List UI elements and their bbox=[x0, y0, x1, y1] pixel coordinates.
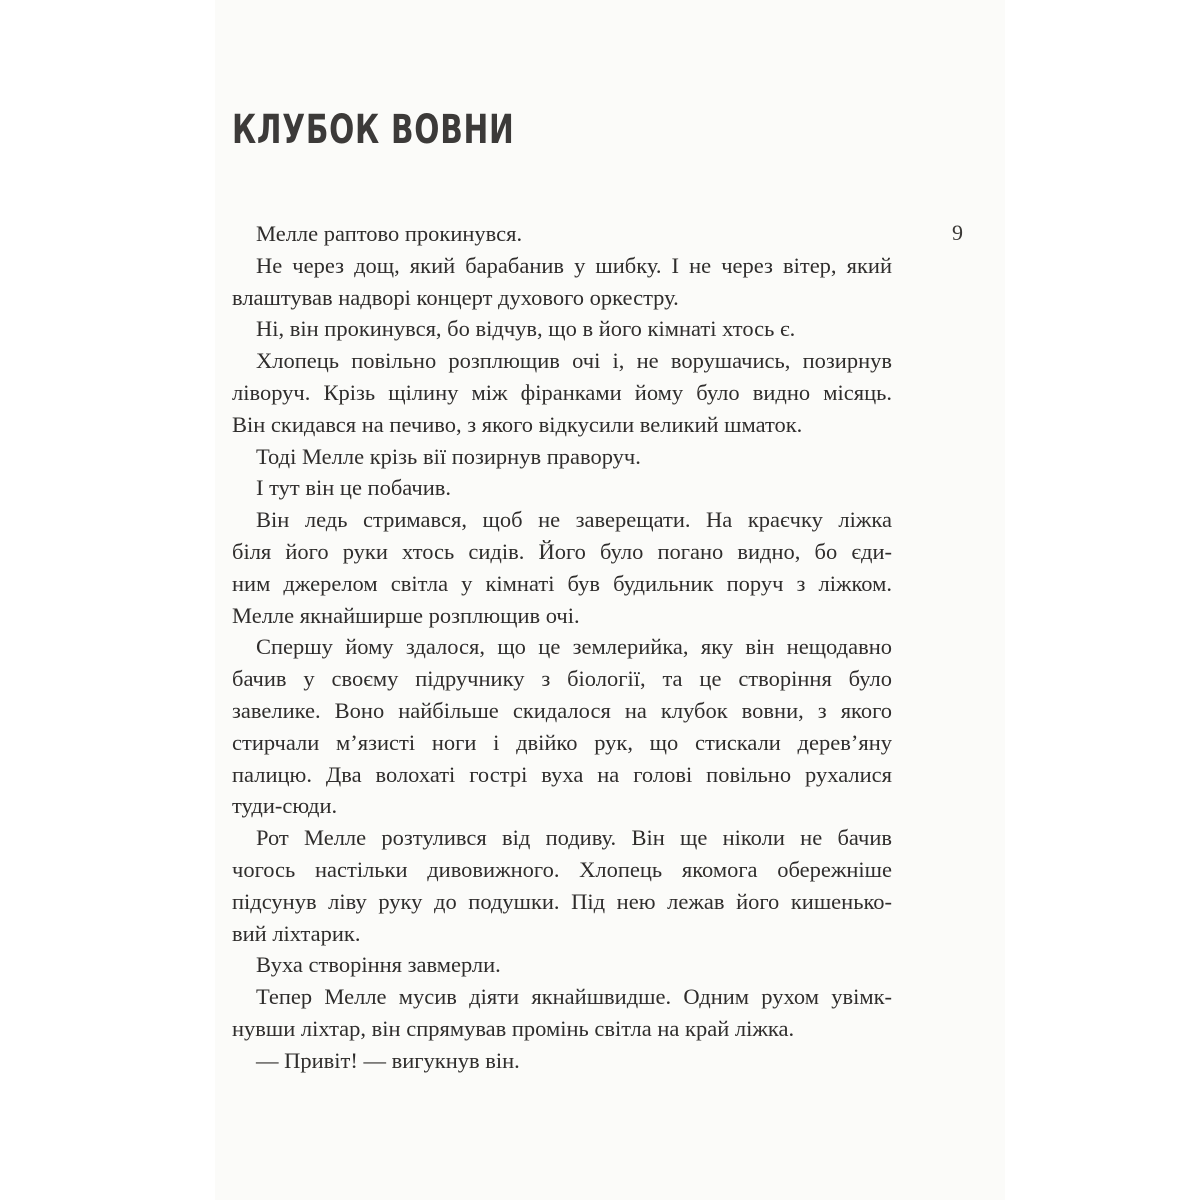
text-line: Не через дощ, який барабанив у шибку. І не через вітер, який bbox=[256, 252, 892, 278]
text-line: підсунув ліву руку до подушки. Під нею лежав його кишенько- bbox=[232, 888, 892, 914]
text-line: Мелле якнайширше розплющив очі. bbox=[232, 602, 580, 628]
text-line: стирчали м’язисті ноги і двійко рук, що стискали дерев’яну bbox=[232, 729, 892, 755]
page-number: 9 bbox=[952, 220, 963, 245]
text-line: Ні, він прокинувся, бо відчув, що в його кімнаті хтось є. bbox=[256, 316, 796, 342]
chapter-title: КЛУБОК ВОВНИ bbox=[232, 107, 515, 153]
text-line: бачив у своєму підручнику з біології, та це створіння було bbox=[232, 666, 892, 692]
text-line: — Привіт! — вигукнув він. bbox=[256, 1047, 520, 1073]
text-line: палицю. Два волохаті гострі вуха на голові повільно рухалися bbox=[232, 761, 892, 787]
text-line: Вуха створіння завмерли. bbox=[256, 952, 501, 978]
text-line: І тут він це побачив. bbox=[256, 475, 451, 501]
text-line: Тепер Мелле мусив діяти якнайшвидше. Одним рухом увімк- bbox=[256, 984, 892, 1010]
text-line: нувши ліхтар, він спрямував промінь світла на край ліжка. bbox=[232, 1015, 795, 1041]
text-line: Він ледь стримався, щоб не заверещати. На краєчку ліжка bbox=[256, 507, 892, 533]
text-line: Він скидався на печиво, з якого відкусили великий шматок. bbox=[232, 411, 803, 437]
text-line: влаштував надворі концерт духового оркестру. bbox=[232, 284, 679, 310]
text-line: Мелле раптово прокинувся. bbox=[256, 221, 523, 246]
text-line: біля його руки хтось сидів. Його було погано видно, бо єди- bbox=[232, 538, 892, 564]
text-line: завелике. Воно найбільше скидалося на клубок вовни, з якого bbox=[232, 697, 892, 723]
text-line: Хлопець повільно розплющив очі і, не ворушачись, позирнув bbox=[256, 348, 892, 374]
text-line: чогось настільки дивовижного. Хлопець якомога обережніше bbox=[232, 856, 892, 882]
text-line: туди-сюди. bbox=[232, 793, 338, 819]
text-line: Тоді Мелле крізь вії позирнув праворуч. bbox=[256, 443, 641, 469]
text-line: Рот Мелле розтулився від подиву. Він ще ніколи не бачив bbox=[256, 825, 892, 851]
chapter-body-text bbox=[232, 218, 892, 1077]
text-line: вий ліхтарик. bbox=[232, 920, 361, 946]
text-line: ліворуч. Крізь щілину між фіранками йому було видно місяць. bbox=[232, 379, 892, 405]
text-line: Спершу йому здалося, що це землерийка, яку він нещодавно bbox=[256, 634, 892, 660]
text-line: ним джерелом світла у кімнаті був будильник поруч з ліжком. bbox=[232, 570, 892, 596]
